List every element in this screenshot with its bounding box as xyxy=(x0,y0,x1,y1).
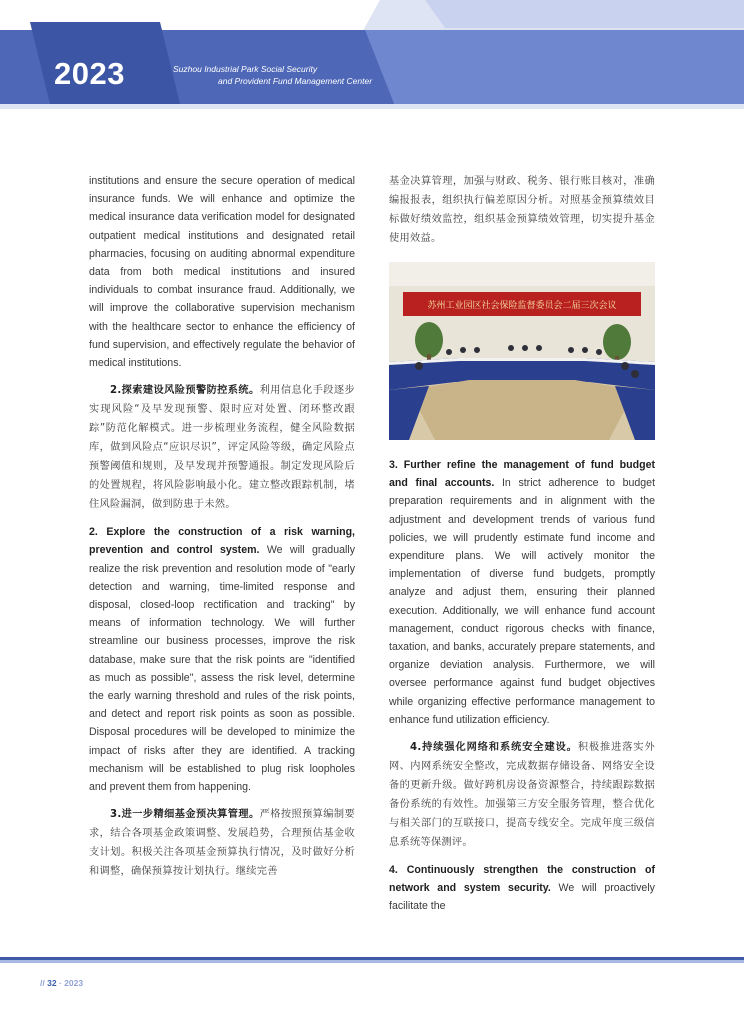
org-line-2: and Provident Fund Management Center xyxy=(218,76,373,86)
section-2-english xyxy=(89,523,355,796)
section-2-en-body: We will gradually realize the risk prevention and resolution mode of "early detection and warning, time-limited response and disposal, closed-loop rectification and tracking" by means of information technology. We will further streamline our business processes, improve the risk database, make sure that the risk points are "identified as much as possible", assess the risk level, determine the early warning threshold and rules of the risk points, and detect and report risk points as soon as possible. Disposal procedures will be developed to minimize the impact of risks after they are identified. A tracking mechanism will be established to plug risk loopholes and prevent them from happening. xyxy=(89,544,355,794)
footer-year: 2023 xyxy=(64,978,84,988)
section-4-en-heading: 4. Continuously strengthen the construction of network and system security. xyxy=(389,864,655,895)
section-4-english xyxy=(389,861,655,916)
section-3-cn-body: 严格按照预算编制要求，结合各项基金政策调整、发展趋势，合理预估基金收支计划。积极关注各项基金预算执行情况，及时做好分析和调整，确保预算按计划执行。继续完善 xyxy=(89,809,355,878)
section-3-cn-heading: 3.进一步精细基金预决算管理。 xyxy=(110,809,260,821)
section-4-en-body: We will proactively facilitate the xyxy=(389,882,655,913)
left-paragraph-1: institutions and ensure the secure operation of medical insurance funds. We will enhance and optimize the medical insurance data verification model for designated outpatient medical institutions and designated retail pharmacies, focusing on auditing abnormal expenditure data from both medical institutions and insured individuals to combat insurance fraud. Additionally, we will improve the collaborative supervision mechanism with the healthcare sector to enhance the efficiency of fund supervision, and effectively regulate the behavior of medical institutions. xyxy=(89,175,355,370)
right-chinese-continuation: 基金决算管理，加强与财政、税务、银行账目核对，准确编报报表，组织执行偏差原因分析。对照基金预算绩效目标做好绩效监控，组织基金预算绩效管理，切实提升基金使用效益。 xyxy=(389,176,655,244)
section-2-en-heading: 2. Explore the construction of a risk warning, prevention and control system. xyxy=(89,526,355,557)
section-3-chinese xyxy=(89,805,355,881)
org-line-1: Suzhou Industrial Park Social Security xyxy=(173,64,318,74)
section-2-cn-body: 利用信息化手段逐步实现风险“及早发现预警、限时应对处置、闭环整改跟踪”防范化解模式。进一步梳理业务流程，健全风险数据库，做到风险点“应识尽识”，评定风险等级，确定风险点预警阈值和规则，及早发现并预警通报。制定发现风险后的处置规程，将风险影响最小化。建立整改跟踪机制，堵住风险漏洞，做到防患于未然。 xyxy=(89,385,355,511)
section-3-english xyxy=(389,456,655,729)
section-2-cn-heading: 2.探索建设风险预警防控系统。 xyxy=(110,385,260,397)
right-column xyxy=(389,172,655,916)
page-footer: // 32 · 2023 xyxy=(40,978,84,988)
meeting-photo xyxy=(389,262,655,440)
page-number: 32 xyxy=(47,978,57,988)
header-year: 2023 xyxy=(54,56,125,91)
section-3-en-heading: 3. Further refine the management of fund budget and final accounts. xyxy=(389,459,655,490)
photo-banner-text: 苏州工业园区社会保险监督委员会二届三次会议 xyxy=(427,301,617,311)
section-4-cn-body: 积极推进落实外网、内网系统安全整改，完成数据存储设备、网络安全设备的更新升级。做好跨机房设备资源整合，持续跟踪数据备份系统的有效性。加强第三方安全服务管理，整合优化与相关部门的互联接口，提高专线安全。完成年度三级信息系统等保测评。 xyxy=(389,742,655,849)
section-2-chinese xyxy=(89,381,355,514)
section-3-en-body: In strict adherence to budget preparation requirements and in alignment with the adjustment and development trends of various fund policies, we will prudently estimate fund income and expenditure plans. We will actively monitor the implementation of diverse fund budgets, promptly analyze and adjust them, ensuring their planned execution. Additionally, we will enhance fund account management, conduct rigorous checks with finance, taxation, and banks, accurately prepare statements, and organize deviation analysis. Furthermore, we will oversee performance against fund budget objectives while organizing effective performance management to enhance fund utilization efficiency. xyxy=(389,477,656,726)
section-4-cn-heading: 4.持续强化网络和系统安全建设。 xyxy=(410,742,578,754)
section-4-chinese xyxy=(389,738,655,852)
footer-slashes: // xyxy=(40,978,45,988)
footer-rule xyxy=(0,957,744,963)
left-column xyxy=(89,172,355,881)
header-organization xyxy=(173,63,372,87)
